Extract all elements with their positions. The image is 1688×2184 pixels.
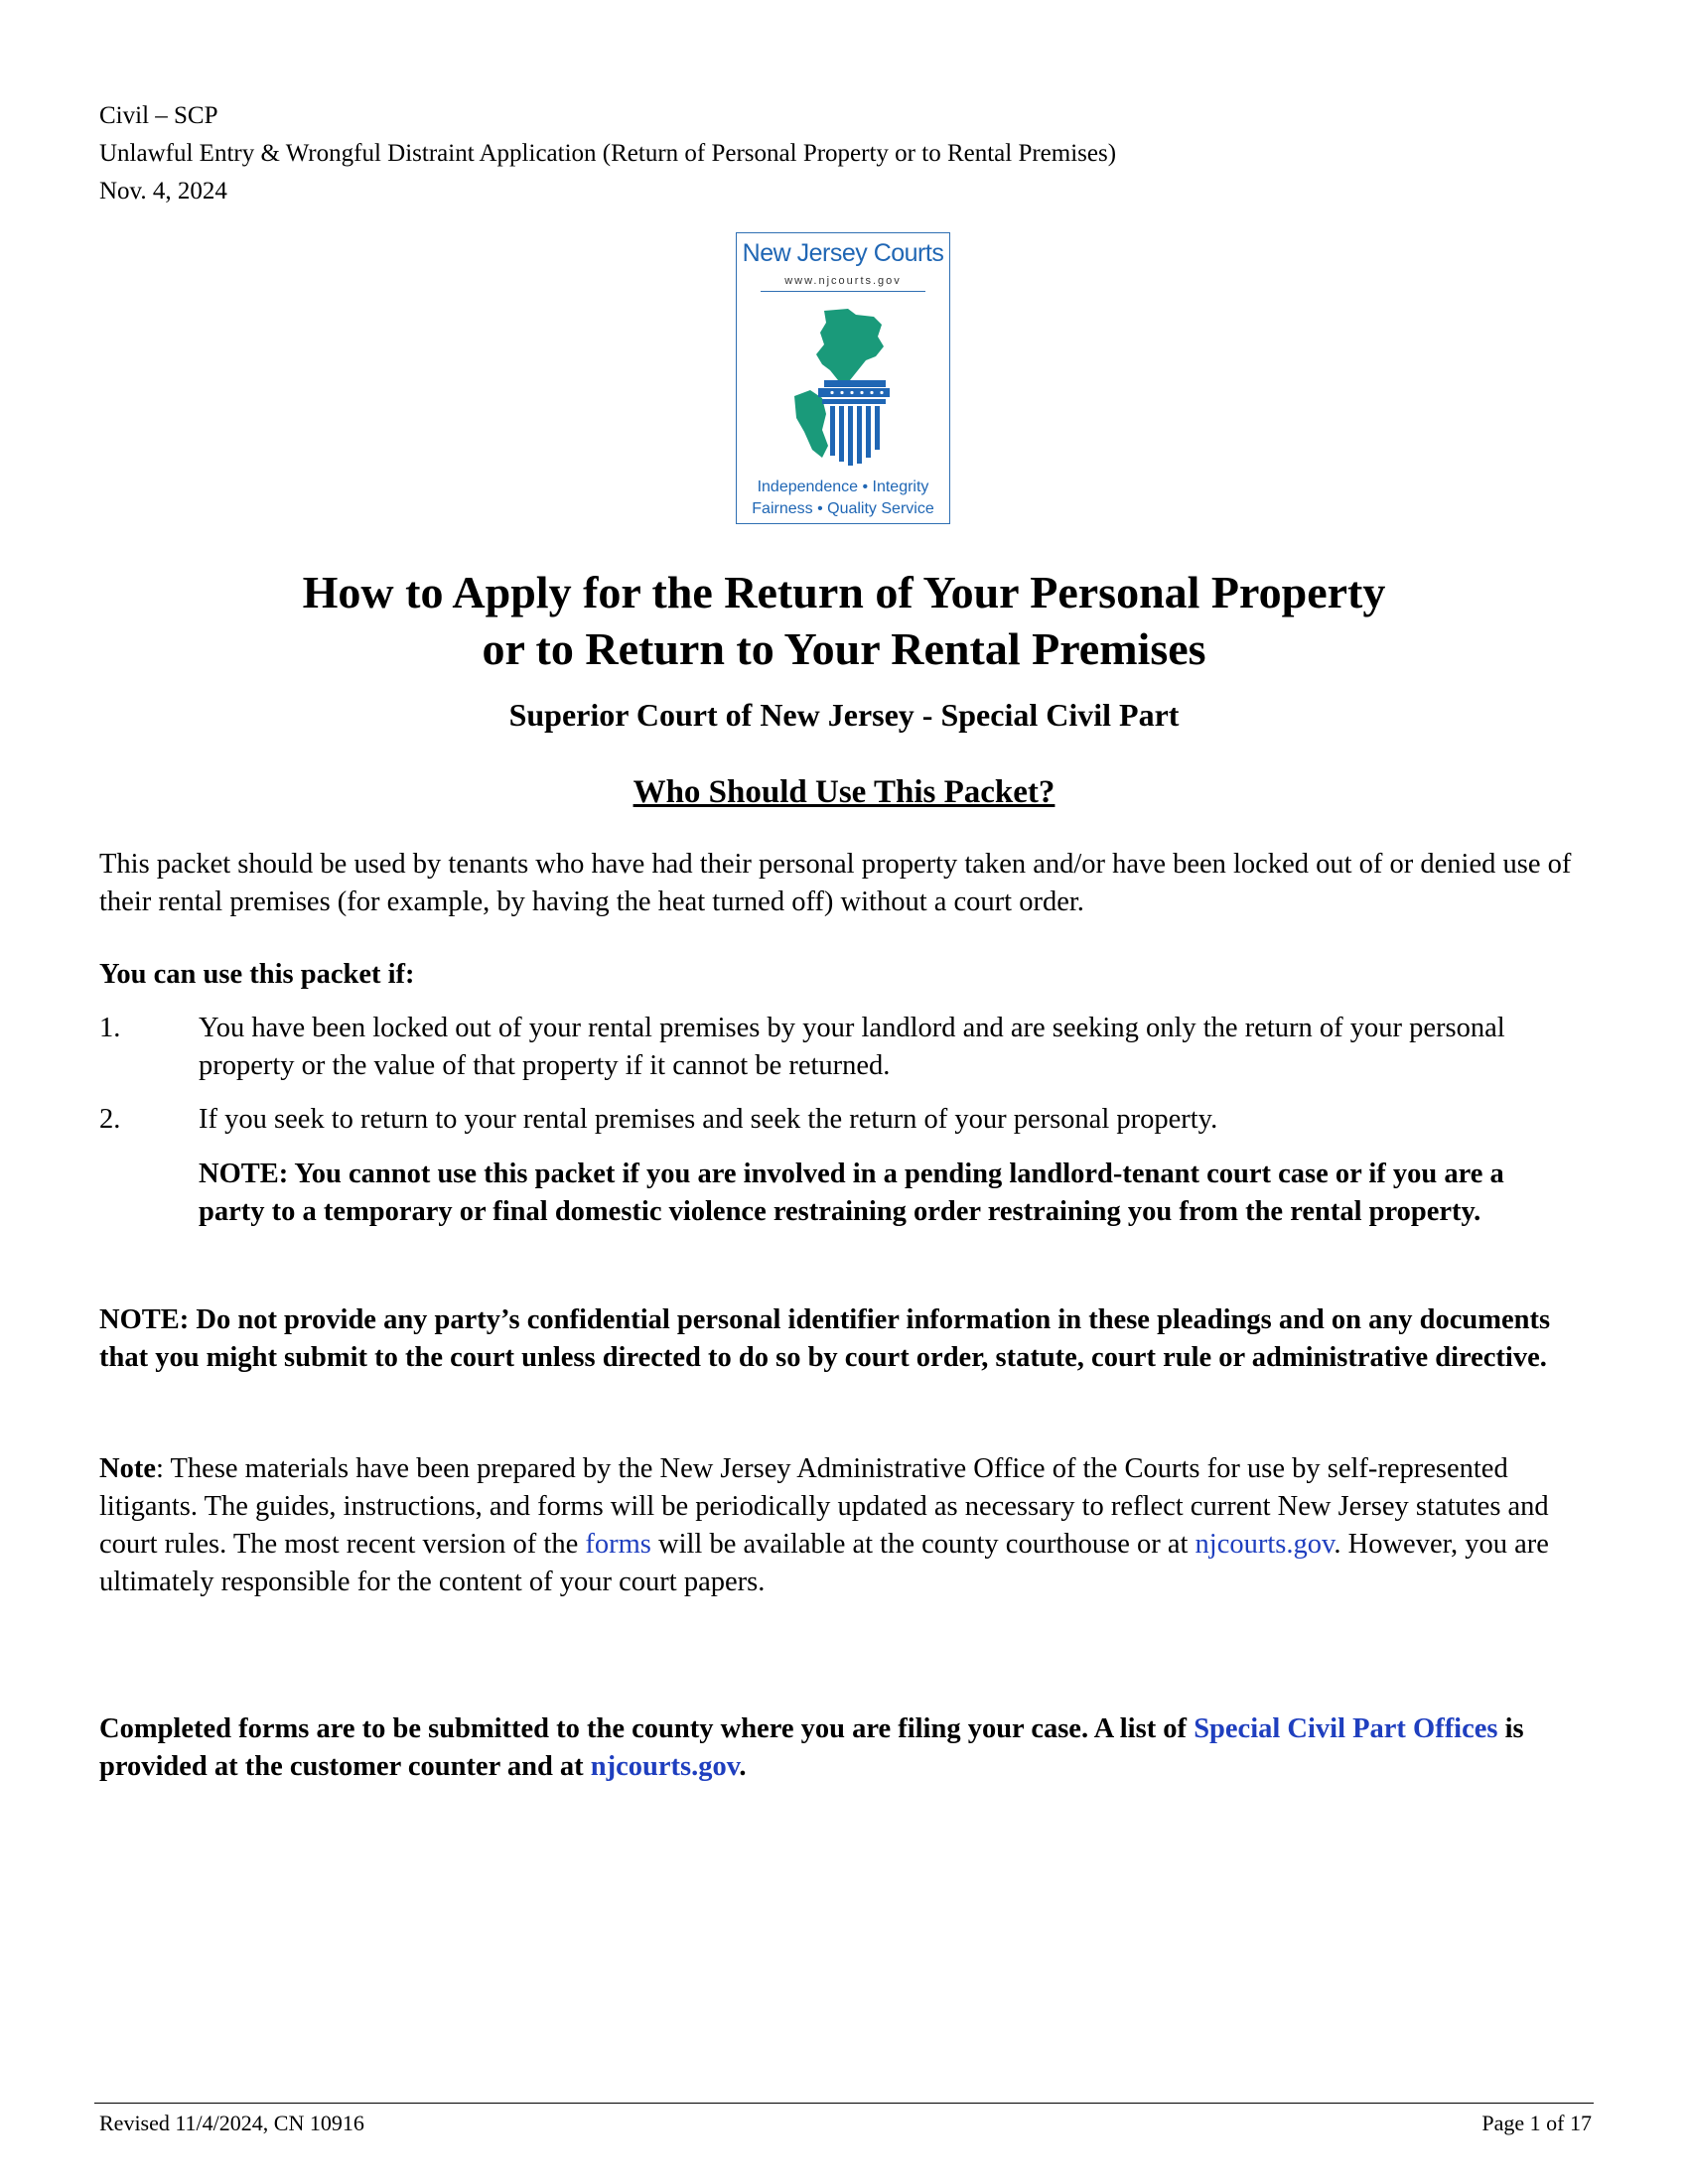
footer-revision: Revised 11/4/2024, CN 10916 [99, 2111, 364, 2135]
header-category: Civil – SCP [99, 102, 218, 129]
submission-note-text-3: . [739, 1751, 747, 1782]
list-item-text: If you seek to return to your rental premises and seek the return of your personal property. [199, 1104, 1218, 1135]
logo-divider [761, 291, 925, 292]
use-if-heading: You can use this packet if: [99, 959, 415, 990]
nj-state-column-emblem-icon [786, 307, 902, 468]
submission-note [99, 1710, 1589, 1786]
footer-divider [94, 2103, 1594, 2104]
forms-link[interactable]: forms [585, 1529, 651, 1560]
materials-note-text-2: will be available at the county courthouse or at [650, 1529, 1196, 1560]
header-form-name: Unlawful Entry & Wrongful Distraint Application (Return of Personal Property or to Rental Premises) [99, 140, 1117, 167]
pending-case-note [99, 1156, 1589, 1231]
njcourts-link[interactable]: njcourts.gov [590, 1751, 740, 1782]
logo-url: www.njcourts.gov [784, 275, 902, 287]
logo-title: New Jersey Courts [742, 239, 944, 267]
materials-note [99, 1450, 1589, 1601]
section-heading: Who Should Use This Packet? [633, 774, 1055, 810]
list-item [99, 1101, 1589, 1139]
materials-note-text-3: . However, you are ultimately responsible for the content of your court papers. [99, 1529, 1549, 1597]
page-title-line-1: How to Apply for the Return of Your Personal Property [302, 567, 1386, 617]
logo-motto-line-1: Independence • Integrity [757, 478, 929, 495]
pending-case-note-text: NOTE: You cannot use this packet if you are involved in a pending landlord-tenant court case or if you are a party to a temporary or final domestic violence restraining order restraining you from the rental property. [199, 1159, 1504, 1227]
document-header [99, 97, 1116, 210]
list-item-text: You have been locked out of your rental premises by your landlord and are seeking only the return of your personal property or the value of that property if it cannot be returned. [199, 1013, 1505, 1081]
footer-page-number: Page 1 of 17 [1481, 2111, 1592, 2135]
logo-motto [737, 477, 949, 520]
njcourts-link[interactable]: njcourts.gov [1195, 1529, 1335, 1560]
page-title-line-2: or to Return to Your Rental Premises [482, 623, 1206, 674]
list-item [99, 1010, 1589, 1085]
logo-motto-line-2: Fairness • Quality Service [752, 500, 934, 517]
list-item-number: 1. [99, 1013, 121, 1043]
submission-note-text-2: is provided at the customer counter and at [99, 1713, 1524, 1782]
submission-note-text-1: Completed forms are to be submitted to the county where you are filing your case. A list of [99, 1713, 1195, 1744]
intro-paragraph: This packet should be used by tenants who have had their personal property taken and/or have been locked out of or denied use of their rental premises (for example, by having the heat turned off) without a court order. [99, 849, 1572, 917]
list-item-number: 2. [99, 1104, 121, 1135]
materials-note-text-1: : These materials have been prepared by the New Jersey Administrative Office of the Courts for use by self-represented litigants. The guides, instructions, and forms will be periodically updated as necessary to reflect current New Jersey statutes and court rules. The most recent version of the [99, 1453, 1549, 1560]
page-subtitle: Superior Court of New Jersey - Special Civil Part [508, 697, 1180, 733]
special-civil-part-offices-link[interactable]: Special Civil Part Offices [1194, 1713, 1498, 1744]
page-title [0, 564, 1688, 677]
nj-courts-logo [736, 232, 950, 524]
materials-note-label: Note [99, 1453, 156, 1484]
confidential-note: NOTE: Do not provide any party’s confidential personal identifier information in these pleadings and on any documents that you might submit to the court unless directed to do so by court order, statute, court rule or administrative directive. [99, 1304, 1551, 1373]
header-date: Nov. 4, 2024 [99, 178, 227, 205]
